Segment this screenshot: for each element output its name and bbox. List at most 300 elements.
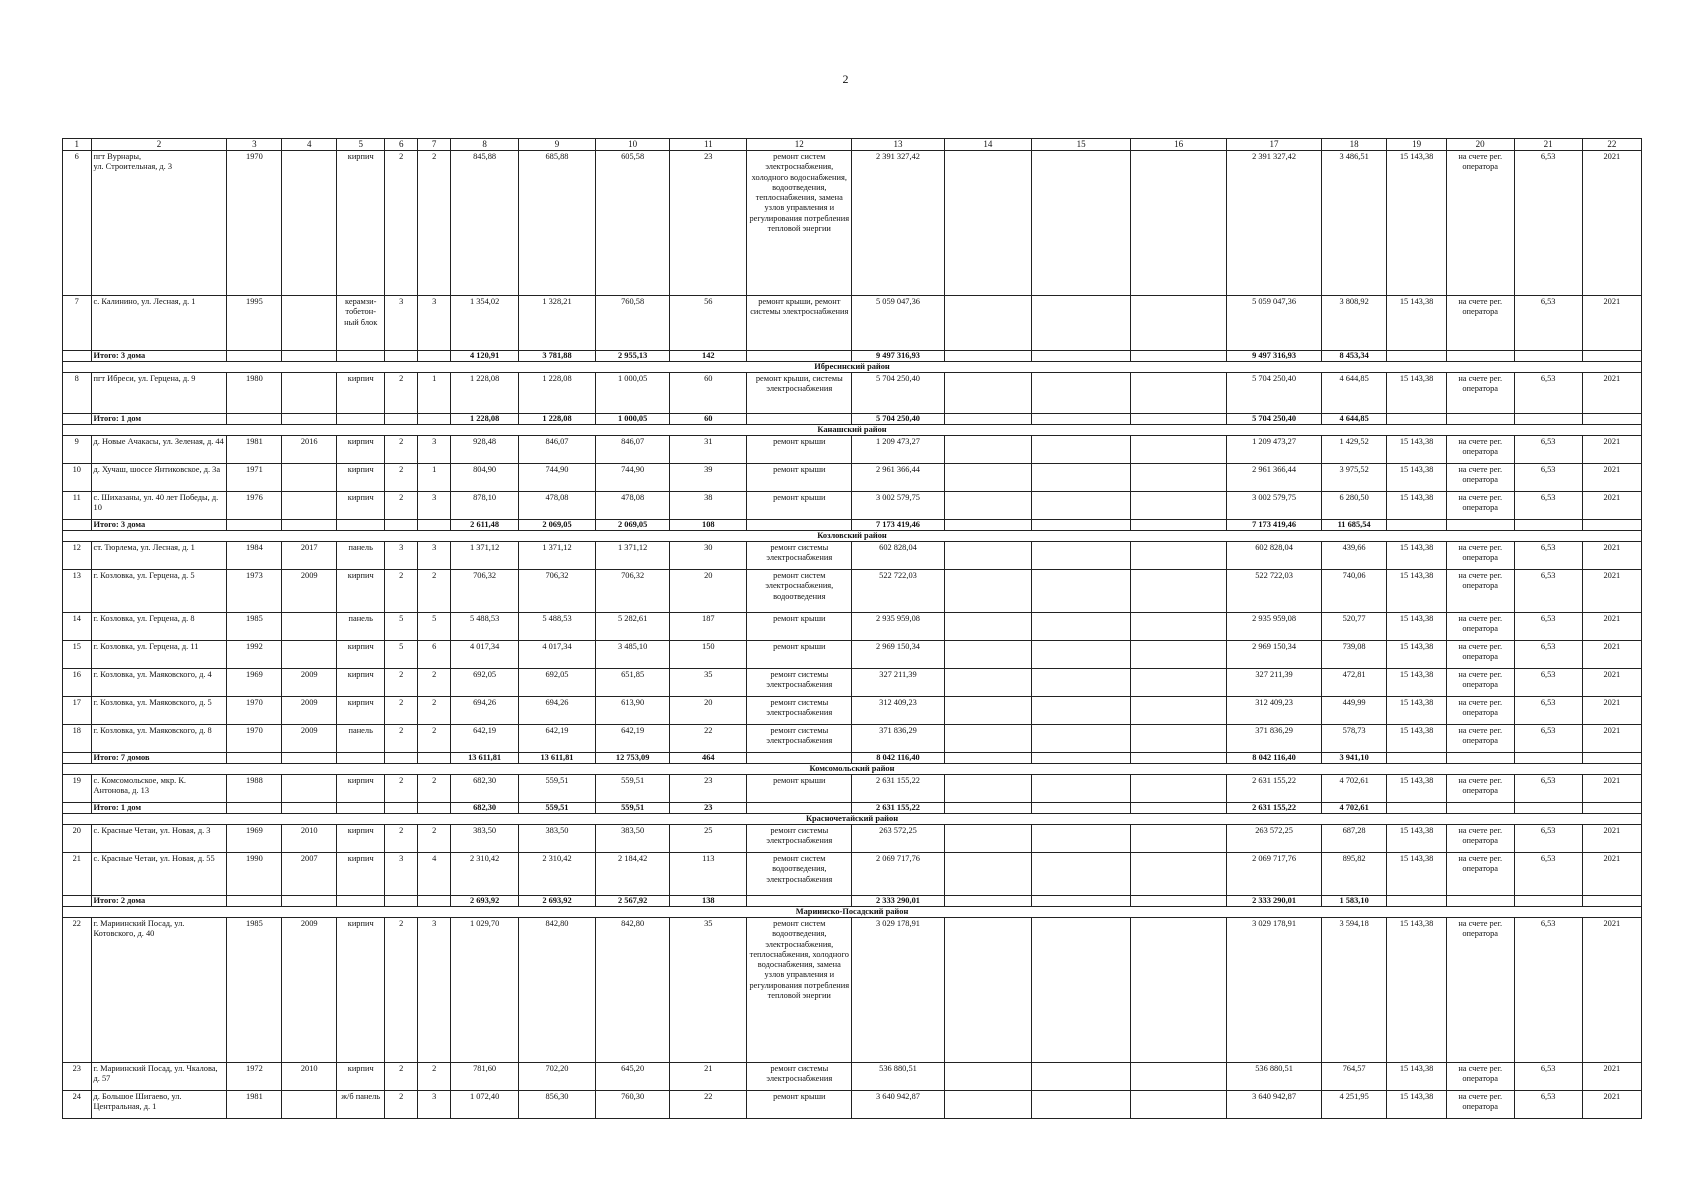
table-cell: 5 [385,613,418,641]
table-cell [282,414,337,425]
table-cell [1032,775,1131,803]
table-cell: 2 [385,492,418,520]
table-row [63,296,1642,351]
table-cell: 1981 [227,1091,282,1119]
table-cell [944,570,1032,613]
table-cell: 2 693,92 [451,896,519,907]
table-cell [418,414,451,425]
table-cell: 6,53 [1514,825,1582,853]
table-cell: 706,32 [595,570,670,613]
column-number-cell: 4 [282,139,337,151]
table-cell: 2 [385,725,418,753]
table-cell: 2021 [1582,1091,1641,1119]
table-cell: 14 [63,613,92,641]
table-cell: 2021 [1582,775,1641,803]
table-cell: 2021 [1582,542,1641,570]
table-cell: г. Мариинский Посад, ул. Котовского, д. 40 [91,918,227,1063]
table-cell: 1976 [227,492,282,520]
table-cell [1130,803,1226,814]
table-cell [1032,896,1131,907]
table-cell: кирпич [337,464,385,492]
table-cell: ремонт системы электроснабжения [747,1063,852,1091]
table-cell: 22 [63,918,92,1063]
table-cell: 138 [670,896,747,907]
table-cell: 439,66 [1321,542,1387,570]
district-header-row [63,907,1642,918]
table-cell: 18 [63,725,92,753]
table-cell [1032,1091,1131,1119]
table-cell [418,896,451,907]
table-cell [1032,697,1131,725]
table-cell: 3 808,92 [1321,296,1387,351]
table-cell: 536 880,51 [852,1063,944,1091]
table-cell: 9 497 316,93 [852,351,944,362]
column-number-cell: 2 [91,139,227,151]
district-name: Канашский район [63,425,1642,436]
table-cell: 6,53 [1514,296,1582,351]
column-number-cell: 9 [519,139,596,151]
table-cell: г. Козловка, ул. Маяковского, д. 8 [91,725,227,753]
table-cell: 5 704 250,40 [1227,414,1321,425]
table-row [63,853,1642,896]
table-cell: 2 391 327,42 [852,151,944,296]
table-cell: 4 [418,853,451,896]
table-cell: 744,90 [519,464,596,492]
table-cell: 15 143,38 [1387,542,1446,570]
table-cell: 2010 [282,825,337,853]
table-cell: 522 722,03 [852,570,944,613]
table-cell [1130,542,1226,570]
table-cell: 1992 [227,641,282,669]
table-cell: г. Мариинский Посад, ул. Чкалова, д. 57 [91,1063,227,1091]
table-cell: ремонт системы электроснабжения [747,669,852,697]
table-cell: 1973 [227,570,282,613]
table-cell [282,373,337,414]
table-cell [282,1091,337,1119]
table-cell: 2009 [282,570,337,613]
table-cell: 605,58 [595,151,670,296]
table-cell [418,803,451,814]
table-cell: 1972 [227,1063,282,1091]
table-cell: кирпич [337,697,385,725]
table-cell [1130,436,1226,464]
table-cell [944,1091,1032,1119]
table-cell: 2 935 959,08 [852,613,944,641]
table-cell: на счете рег. оператора [1446,641,1514,669]
table-cell: 2 333 290,01 [852,896,944,907]
table-cell: 3 640 942,87 [852,1091,944,1119]
table-cell [1130,896,1226,907]
table-cell: 8 [63,373,92,414]
table-cell: 312 409,23 [852,697,944,725]
table-cell: 2 [385,436,418,464]
table-cell: керамзи-тобетон-ный блок [337,296,385,351]
table-cell: 23 [63,1063,92,1091]
table-cell: д. Большое Шигаево, ул. Центральная, д. 1 [91,1091,227,1119]
table-cell: 1 371,12 [451,542,519,570]
table-cell: 5 704 250,40 [1227,373,1321,414]
table-cell [944,351,1032,362]
table-row [63,492,1642,520]
table-cell: 2 [385,697,418,725]
table-cell [1032,641,1131,669]
table-row [63,151,1642,296]
column-number-cell: 8 [451,139,519,151]
table-cell [282,520,337,531]
table-cell [1130,296,1226,351]
table-cell: 2 631 155,22 [852,803,944,814]
table-cell: 842,80 [519,918,596,1063]
table-cell [944,1063,1032,1091]
table-cell: 1969 [227,669,282,697]
table-cell [63,896,92,907]
table-cell: 2 611,48 [451,520,519,531]
table-row [63,1091,1642,1119]
column-number-cell: 5 [337,139,385,151]
table-cell: 2 969 150,34 [1227,641,1321,669]
table-cell: 15 143,38 [1387,464,1446,492]
table-cell: 804,90 [451,464,519,492]
table-cell [1032,613,1131,641]
subtotal-row [63,753,1642,764]
district-name: Ибресинский район [63,362,1642,373]
table-cell: 2021 [1582,570,1641,613]
table-cell: 464 [670,753,747,764]
table-cell: Итого: 3 дома [91,351,227,362]
table-cell: 3 002 579,75 [852,492,944,520]
table-cell [747,414,852,425]
table-cell [337,753,385,764]
table-cell: 559,51 [595,803,670,814]
table-cell: 1 228,08 [451,373,519,414]
table-cell [747,351,852,362]
table-cell [944,697,1032,725]
table-cell: 1980 [227,373,282,414]
table-cell: 645,20 [595,1063,670,1091]
table-cell: 2 [385,825,418,853]
table-cell: ремонт систем электроснабжения, холодного водоснабжения, водоотведения, теплоснабжения, замена узлов управления и регулирования потребления тепловой энергии [747,151,852,296]
table-cell: 60 [670,373,747,414]
table-cell: 15 143,38 [1387,853,1446,896]
table-cell: пгт Ибреси, ул. Герцена, д. 9 [91,373,227,414]
table-cell: 2 961 366,44 [852,464,944,492]
column-number-cell: 22 [1582,139,1641,151]
table-cell: 22 [670,1091,747,1119]
table-cell: 2021 [1582,373,1641,414]
table-cell: 520,77 [1321,613,1387,641]
table-cell: 60 [670,414,747,425]
table-cell: 740,06 [1321,570,1387,613]
table-cell [227,896,282,907]
table-cell: 7 173 419,46 [1227,520,1321,531]
table-cell: ремонт систем водоотведения, электроснабжения [747,853,852,896]
table-cell [1032,492,1131,520]
table-cell [1032,1063,1131,1091]
table-cell [282,775,337,803]
table-cell: 3 [418,296,451,351]
table-cell: 24 [63,1091,92,1119]
table-cell: 2017 [282,542,337,570]
table-cell: на счете рег. оператора [1446,436,1514,464]
table-cell: 2021 [1582,492,1641,520]
table-cell: 3 [385,542,418,570]
table-cell: 31 [670,436,747,464]
table-cell: 651,85 [595,669,670,697]
table-cell: 2 [418,725,451,753]
page-number: 2 [842,72,849,86]
table-cell [1032,753,1131,764]
table-cell: 2009 [282,918,337,1063]
table-cell: 23 [670,803,747,814]
table-cell: 842,80 [595,918,670,1063]
table-cell: 1 072,40 [451,1091,519,1119]
district-name: Комсомольский район [63,764,1642,775]
table-cell [944,613,1032,641]
table-cell: 6,53 [1514,853,1582,896]
table-cell [944,775,1032,803]
table-cell: 1970 [227,697,282,725]
table-cell [1130,520,1226,531]
table-cell: 2 333 290,01 [1227,896,1321,907]
table-cell: д. Хучаш, шоссе Янтиковское, д. 3а [91,464,227,492]
table-cell: 2021 [1582,918,1641,1063]
table-cell: кирпич [337,853,385,896]
table-cell: г. Козловка, ул. Герцена, д. 5 [91,570,227,613]
table-cell: 2 069,05 [595,520,670,531]
table-cell: 6,53 [1514,1091,1582,1119]
table-cell [1130,464,1226,492]
table-cell [1032,436,1131,464]
table-row [63,570,1642,613]
table-cell [747,520,852,531]
table-cell: 3 594,18 [1321,918,1387,1063]
subtotal-row [63,520,1642,531]
table-cell [1582,896,1641,907]
table-cell: 7 [63,296,92,351]
table-cell: 6,53 [1514,725,1582,753]
table-cell: 6,53 [1514,613,1582,641]
table-cell: 9 [63,436,92,464]
column-number-cell: 16 [1130,139,1226,151]
table-cell: 706,32 [519,570,596,613]
table-cell: 4 120,91 [451,351,519,362]
table-cell: 2016 [282,436,337,464]
table-cell: 35 [670,669,747,697]
table-cell: 2 [385,570,418,613]
table-cell [1032,151,1131,296]
table-cell: 1 [418,373,451,414]
table-cell: 9 497 316,93 [1227,351,1321,362]
table-cell: кирпич [337,669,385,697]
table-cell [1032,825,1131,853]
table-cell [282,896,337,907]
table-cell: 2 184,42 [595,853,670,896]
table-row [63,725,1642,753]
table-cell: 6,53 [1514,697,1582,725]
table-cell: 3 [418,1091,451,1119]
table-cell: кирпич [337,436,385,464]
table-cell: Итого: 7 домов [91,753,227,764]
table-cell: 2 [418,669,451,697]
table-cell: на счете рег. оператора [1446,1063,1514,1091]
district-name: Мариинско-Посадский район [63,907,1642,918]
table-cell: 559,51 [519,803,596,814]
table-cell [227,351,282,362]
table-cell: кирпич [337,918,385,1063]
table-cell: 2 [385,1063,418,1091]
table-cell: с. Комсомольское, мкр. К. Антонова, д. 13 [91,775,227,803]
table-cell: на счете рег. оператора [1446,669,1514,697]
table-cell: 682,30 [451,803,519,814]
table-cell: 383,50 [595,825,670,853]
column-number-cell: 18 [1321,139,1387,151]
table-cell: 1 228,08 [519,414,596,425]
table-cell: 2021 [1582,697,1641,725]
table-cell: 6,53 [1514,373,1582,414]
table-cell: кирпич [337,1063,385,1091]
table-cell [1582,803,1641,814]
table-cell: 846,07 [519,436,596,464]
table-cell [63,753,92,764]
table-cell: 2 631 155,22 [1227,803,1321,814]
table-cell: с. Шихазаны, ул. 40 лет Победы, д. 10 [91,492,227,520]
district-name: Красночетайский район [63,814,1642,825]
table-cell [1032,853,1131,896]
table-cell [282,803,337,814]
table-cell: 2 [385,1091,418,1119]
table-cell: 692,05 [519,669,596,697]
column-number-cell: 1 [63,139,92,151]
table-cell: 1990 [227,853,282,896]
table-cell: 1 371,12 [595,542,670,570]
table-cell: 39 [670,464,747,492]
subtotal-row [63,803,1642,814]
table-cell [747,803,852,814]
table-cell: на счете рег. оператора [1446,151,1514,296]
table-cell [1130,613,1226,641]
table-cell: 15 143,38 [1387,570,1446,613]
table-cell: 5 [418,613,451,641]
table-cell: 3 781,88 [519,351,596,362]
table-cell [282,351,337,362]
table-cell: 16 [63,669,92,697]
table-cell: 602 828,04 [1227,542,1321,570]
table-cell [1582,414,1641,425]
table-cell: 2 [385,918,418,1063]
table-cell [1446,803,1514,814]
table-cell: 3 [418,492,451,520]
table-cell: 108 [670,520,747,531]
table-cell: 694,26 [519,697,596,725]
table-cell: 56 [670,296,747,351]
table-cell: 4 702,61 [1321,775,1387,803]
table-cell [1130,414,1226,425]
table-cell [944,853,1032,896]
table-cell [1032,414,1131,425]
table-cell [944,641,1032,669]
table-cell: 1 000,05 [595,373,670,414]
table-cell [63,803,92,814]
table-cell [944,492,1032,520]
table-cell: 1985 [227,918,282,1063]
table-cell [1130,669,1226,697]
table-cell [747,753,852,764]
table-cell [1130,1063,1226,1091]
table-cell: 5 488,53 [451,613,519,641]
table-cell: 2 [385,464,418,492]
table-cell: ремонт системы электроснабжения [747,725,852,753]
table-cell [1387,414,1446,425]
table-cell: кирпич [337,775,385,803]
subtotal-row [63,351,1642,362]
table-cell: 4 644,85 [1321,373,1387,414]
table-cell: 2 631 155,22 [1227,775,1321,803]
table-cell: 6,53 [1514,669,1582,697]
table-cell: 38 [670,492,747,520]
table-cell: 4 017,34 [451,641,519,669]
column-number-row [63,139,1642,151]
table-cell: 1 228,08 [519,373,596,414]
subtotal-row [63,896,1642,907]
table-cell: на счете рег. оператора [1446,697,1514,725]
table-cell: 15 [63,641,92,669]
table-cell: кирпич [337,641,385,669]
table-cell [282,641,337,669]
table-cell: 687,28 [1321,825,1387,853]
table-cell [1130,725,1226,753]
table-cell: 5 059 047,36 [852,296,944,351]
table-cell [385,803,418,814]
table-cell [1514,414,1582,425]
table-cell: 3 [418,918,451,1063]
table-cell: 6,53 [1514,775,1582,803]
table-cell: 522 722,03 [1227,570,1321,613]
table-cell [944,725,1032,753]
table-cell: 2 069 717,76 [1227,853,1321,896]
table-cell: 5 059 047,36 [1227,296,1321,351]
table-cell: 15 143,38 [1387,613,1446,641]
table-cell: 150 [670,641,747,669]
table-cell: 2 [385,373,418,414]
table-row [63,542,1642,570]
column-number-cell: 3 [227,139,282,151]
table-cell: ремонт крыши [747,613,852,641]
table-cell: Итого: 1 дом [91,803,227,814]
table-cell: 371 836,29 [852,725,944,753]
table-cell: 1 228,08 [451,414,519,425]
table-cell [282,753,337,764]
table-cell: на счете рег. оператора [1446,853,1514,896]
table-cell: ж/б панель [337,1091,385,1119]
table-cell: ремонт системы электроснабжения [747,697,852,725]
table-cell: 2021 [1582,464,1641,492]
table-cell: 2 631 155,22 [852,775,944,803]
table-cell: кирпич [337,373,385,414]
table-cell: 4 702,61 [1321,803,1387,814]
table-cell: 5 [385,641,418,669]
table-cell: 2 [418,151,451,296]
table-cell: 10 [63,464,92,492]
table-row [63,1063,1642,1091]
table-cell [1032,296,1131,351]
table-cell: 478,08 [519,492,596,520]
table-cell [944,803,1032,814]
column-number-cell: 20 [1446,139,1514,151]
table-cell: на счете рег. оператора [1446,492,1514,520]
district-header-row [63,764,1642,775]
column-number-cell: 6 [385,139,418,151]
table-cell: 15 143,38 [1387,775,1446,803]
